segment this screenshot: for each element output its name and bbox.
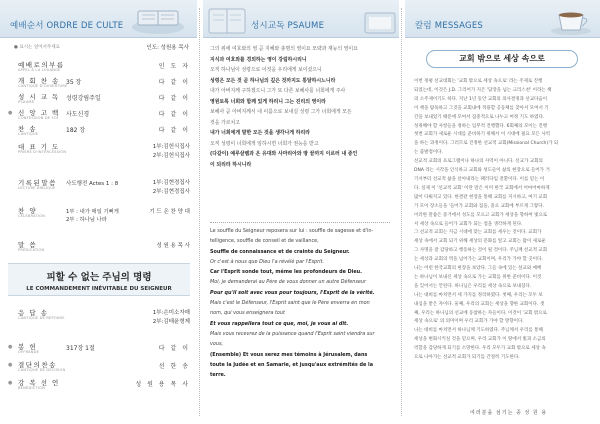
coffee-cup-icon (547, 3, 597, 37)
sermon-title-ko: 피할 수 없는 주님의 명령 (46, 272, 152, 283)
psalm-line-fr: (Ensemble) Et vous serez mes témoins à Jérusalem, dans (210, 351, 368, 358)
psalm-line-ko: 내가 너희에게 말한 모든 것을 생각나게 하리라 (210, 130, 310, 136)
psaume-korean (210, 44, 396, 170)
stand-note: ● 표시는 일어서주세요 (14, 45, 60, 50)
anthem-song-1: 1부 : 내가 매일 기뻐게 (66, 209, 119, 215)
service-row (8, 378, 190, 393)
psalm-line-fr: Car l'Esprit sonde tout, même les profondeurs de Dieu. (210, 269, 363, 276)
column-line: 성취해야 할 사항들을 정하는 임무적 진행했다. 6회째의 모이는 진행 (414, 123, 548, 129)
column-line: 서 세상 속으로 들어가 교회가 되는 점을 생각하게 된다. (414, 221, 523, 227)
service-name-en: OFFRANDE (18, 350, 40, 354)
column-line: 는 출발점이다. (414, 150, 443, 156)
psalm-line-ko: 성령은 모든 것 곧 하나님의 깊은 것까지도 통달하시느니라 (210, 77, 336, 84)
column-line: 기서부터 선교적 삶을 살아내라는 패러다임 전환이다. 이를 믿는 이 (414, 176, 545, 182)
prayer-leader-2: 2부:김헌식집사 (152, 153, 190, 159)
service-leader: 다 같 이 (158, 79, 190, 86)
service-leader: 인 도 자 (158, 63, 190, 70)
hymnal-icon (128, 3, 188, 37)
column-line: 그 사명을 잘 감당하고 행동하는 것이 될 것이다. 주님께 선교적 교회 (414, 248, 548, 254)
psalm-line-ko: 보혜사 곧 아버지께서 내 이름으로 보내실 성령 그가 너희에게 모든 (210, 109, 352, 115)
service-row (8, 60, 190, 75)
service-leader: 다 같 이 (158, 111, 190, 118)
stand-marker: ● (8, 380, 13, 386)
order-header (0, 0, 197, 38)
column-line: 세상 속으로' 의 의미이며 우리 교회가 가야 할 방향이다. (414, 319, 524, 325)
service-row (8, 124, 190, 139)
service-name-en: CANTIQUE (18, 132, 39, 136)
column-line: 으로 나아가는 선교적 교회가 되기를 간절히 기도한다. (414, 355, 520, 361)
psaume-divider (210, 222, 390, 223)
service-name-en: CONFESSION DE FOI (18, 116, 59, 120)
response-row (8, 308, 190, 334)
reading-en: LECTURE BIBLIQUE (18, 186, 56, 190)
psalm-line-ko: 이 되리라 하시니라 (210, 161, 252, 168)
psalm-line-fr: vous, (210, 341, 224, 348)
sermon-title-banner (8, 263, 190, 296)
prayer-en: PRIÈRE D'INTERCESSION (18, 150, 67, 154)
service-detail: 사도신경 (66, 111, 90, 118)
bible-icon (205, 3, 249, 37)
psalm-line-fr: toute la Judée et en Samarie, et jusqu'aux extrémités de la (210, 361, 374, 368)
messages-header (405, 0, 600, 38)
anthem-en: CÉLÉBRATION (18, 214, 46, 218)
column-line: 간을 보내었기 때문에 모여서 집중적으로 나누고 여정 기도 하였다. (414, 114, 545, 120)
column-line: 선교적 교회의 프로그램이나 하나의 사역이 아니다. 선교가 교회의 (414, 159, 543, 165)
column-line: 나는 대희를 마치면서 세 가지를 정리하였다. 첫째, 우리는 모두 보 (414, 292, 543, 298)
service-name: 찬 송 (18, 125, 38, 133)
psalm-line-fr: Moi, je demanderai au Père de vous donner un autre Défenseur (210, 279, 367, 286)
psaume-french (210, 226, 396, 380)
psalm-line-ko: 내가 아버지께 구하겠으니 그가 또 다른 보혜사를 너희에게 주사 (210, 88, 346, 94)
column-line: 첫번 교회가 새로운 시대를 준비하기 위해서 이 시대에 필요 모든 사역 (414, 132, 551, 138)
psalm-line-fr: terre. (210, 372, 226, 379)
column-line: 나는 대희를 마치면서 하나님께 기도하였다. 주님께서 우리를 통해 (414, 328, 543, 334)
psalm-line-fr: Pour qu'il soit avec vous pour toujours, l'Esprit de la vérité. (210, 289, 375, 296)
service-name: 개 회 찬 송 (18, 77, 60, 85)
psalm-line-fr: Mais c'est le Défenseur, l'Esprit saint que le Père enverra en mon (210, 300, 370, 307)
service-name-en: BÉNÉDICTION (18, 386, 46, 390)
prayer-leader-1: 1부:김헌식집사 (152, 144, 190, 150)
stand-marker: ● (8, 110, 13, 116)
service-detail: 317장 1절 (66, 345, 95, 352)
psalm-line-fr: nom, qui vous enseignera tout (210, 310, 285, 317)
response-singer-2: 2부:김태윤형제 (152, 319, 190, 325)
column-line: 을 잊어서는 안된다. 하나님은 우리를 세상 속으로 보내셨다. (414, 283, 532, 289)
column-line: 이번 정평 선교대회는 '교회 밖으로 세상 속으로' 라는 주제로 진행 (414, 79, 543, 84)
service-row (8, 342, 190, 357)
column-line: 그 선교적 교회는 지금 시대에 맞는 교회를 세우는 것이다. 교회가 (414, 230, 542, 236)
column-line: 째, 우리는 하나님의 선교에 동참하는 자들이다. 이것이 '교회 밖으로 (414, 310, 547, 316)
psalm-line-ko: 오직 하나님이 성령으로 이것을 우리에게 보이셨으니 (210, 67, 322, 73)
service-leader: 성 원 용 목 사 (135, 381, 190, 388)
service-name: 봉 헌 (18, 343, 38, 351)
service-detail: 35 장 (66, 79, 82, 86)
sermon-title-fr: LE COMMANDEMENT INÉVITABLE DU SEIGNEUR (26, 286, 172, 292)
column-line: 가 모이 장소들을 '들어가 교회와 집을, 흩으 교회에 부르게 그렇다. (414, 203, 544, 209)
sermon-en: PRÉDICATION (18, 248, 45, 252)
column-line: 는 세상과 교회의 벽을 넘어가는 교회이며, 우리가 가야 할 곳이다. (414, 257, 543, 263)
service-row (8, 108, 190, 123)
psalm-line-ko: 지식과 여호와를 경외하는 영이 강림하시리니 (210, 56, 307, 63)
service-name: 결단의찬송 (18, 361, 57, 369)
psalm-line-ko: (다같이) 예루살렘과 온 유대와 사마리아와 땅 끝까지 이르러 내 증인 (210, 151, 358, 157)
prayer-name: 대 표 기 도 (18, 143, 60, 151)
psalm-line-fr: Or c'est à nous que Dieu l'a révélé par l'Esprit. (210, 258, 324, 265)
service-name-en: CANTIQUE D'OUVERTURE (18, 84, 68, 88)
stand-marker: ● (8, 362, 13, 368)
service-row (8, 92, 190, 107)
service-name-en: PSAUME (18, 100, 35, 104)
service-detail: 182 장 (66, 127, 86, 134)
sermon-preacher: 성 원 용 목 사 (156, 243, 190, 249)
order-title: 예배순서 ORDRE DE CULTE (10, 21, 124, 31)
column-line: 세상을 변화시키실 것을 믿으며, 우리 교회가 이 땅에서 빛과 소금의 (414, 337, 546, 343)
column-signature: 여러분을 섬기는 종 성 원 용 (470, 410, 548, 416)
service-detail: 성령강림주일 (66, 95, 101, 102)
column-line: 이러한 말씀은 증거에서 성도를 모으고 교회가 세상을 향하여 빛으로 (414, 212, 548, 218)
column-line: 는 하나님이 보내신 세상 속으로 가는 교회를 위한 준비이다. 이것 (414, 274, 542, 280)
service-name-en: CANTIQUE DE DÉCISION (18, 368, 66, 372)
psalm-line-ko: 영원토록 너희와 함께 있게 하리니 그는 진리의 영이라 (210, 98, 326, 105)
column-line: 세상 속에서 교회 되기 위해 세상의 문화를 알고 교회는 많이 새로운 (414, 239, 546, 245)
service-name: 예배로의부름 (18, 61, 65, 69)
column-line: 내심을 받은 자이다. 둘째, 우리의 교회는 세상을 향한 교회이다. 셋 (414, 301, 545, 307)
reading-ref: 사도행전 Actes 1 : 8 (66, 181, 119, 187)
psalm-line-fr: Le souffle du Seigneur reposera sur lui : souffle de sagesse et d'in- (210, 228, 374, 234)
sermon-name: 말 씀 (18, 241, 38, 249)
anthem-choir: 기 드 온 찬 양 대 (149, 209, 190, 215)
column-line: 다. 실제 이 '선교적 교회' 이란 말은 이미 한국 교회에서 어마어마하게 (414, 185, 550, 191)
anthem-name: 찬 양 (18, 207, 38, 215)
service-leader: 다 같 이 (158, 95, 190, 102)
psalm-line-fr: Souffle de connaissance et de crainte du Seigneur. (210, 248, 350, 255)
column-line: 을 하는 과정이다. 그러므로 진정한 선교적 교회(Missional Church)가 되 (414, 141, 559, 147)
psalm-line-fr: Et vous rappellera tout ce que, moi, je vous ai dit. (210, 320, 349, 327)
reading-name: 기록된말씀 (18, 179, 57, 187)
psaume-header (203, 0, 399, 38)
book-stack-icon (363, 3, 397, 37)
column-line: 나는 어떤 한국교회의 현장을 보았다. 그들 속에 있는 설교와 예배 (414, 266, 542, 272)
anthem-row (8, 206, 190, 232)
column-body (414, 78, 592, 363)
prayer-row (8, 142, 190, 168)
service-leader: 다 같 이 (158, 345, 190, 352)
psalm-line-ko: 것을 가르치고 (210, 119, 240, 126)
reading-row (8, 178, 190, 202)
sermon-row (8, 240, 190, 255)
column-line: 이 책을 탐독하고 그것을 교회내에 적용할 공동체를 찾아서 모여서 기 (414, 105, 549, 111)
service-name-en: APPEL À LA LOUANGE (18, 68, 61, 72)
stand-marker: ● (8, 344, 13, 350)
column-line: 되었는데, 이것은 J.D. 그리어가 지은 '담장을 넘는 크리스천' 이라는 책 (414, 87, 552, 93)
psalm-line-fr: Mais vous recevrez de la puissance quand l'Esprit saint viendra sur (210, 330, 375, 337)
service-row (8, 76, 190, 91)
column-line: 의 소주제이기도 하다. 지난 1년 동안 교회의 의사결정과 선교다음이 (414, 96, 548, 102)
service-name: 신 앙 고 백 (18, 109, 60, 117)
service-row (8, 360, 190, 375)
response-name: 응 답 송 (18, 309, 49, 317)
service-leader: 선 한 송 (158, 363, 190, 370)
response-en: CANTIQUE DE RÉPONSE (18, 316, 65, 320)
leader-label: 인도: 성원용 목사 (146, 45, 189, 51)
column-line: 역할을 감당하게 되기를 소망한다. 우리 모두가 교회 밖으로 세상 속 (414, 346, 546, 352)
column-line: DNA 라는 시각을 인식하고 교회와 성도들이 삶의 현장으로 들어가 거 (414, 168, 550, 174)
reading-leader-1: 1부:김현경집사 (152, 180, 190, 186)
service-leader: 다 같 이 (158, 127, 190, 134)
psaume-title: 성시교독 PSAUME (251, 21, 325, 31)
column-title: 교회 밖으로 세상 속으로 (426, 50, 578, 68)
psalm-line-fr: telligence, souffle de conseil et de vaillance, (210, 238, 319, 245)
psalm-line-ko: 그의 위에 여호와의 영 곧 지혜와 총명의 영이요 모략과 재능의 영이요 (210, 46, 358, 52)
psalm-line-ko: 오직 성령이 너희에게 임하시면 너희가 권능을 받고 (210, 140, 319, 147)
messages-title: 칼럼 MESSAGES (415, 21, 483, 31)
service-name: 강 복 선 언 (18, 379, 60, 387)
response-singer-1: 1부:손미소자매 (152, 310, 190, 316)
anthem-song-2: 2부 : 하나님 나라 (66, 217, 107, 223)
reading-leader-2: 2부:김현경집사 (152, 189, 190, 195)
column-line: 많이 다뤄지고 있다. 한결같 현장을 통해 교회를 지시하고, 여기 교회 (414, 194, 548, 200)
order-subheader (8, 42, 189, 54)
service-name: 성 시 교 독 (18, 93, 60, 101)
